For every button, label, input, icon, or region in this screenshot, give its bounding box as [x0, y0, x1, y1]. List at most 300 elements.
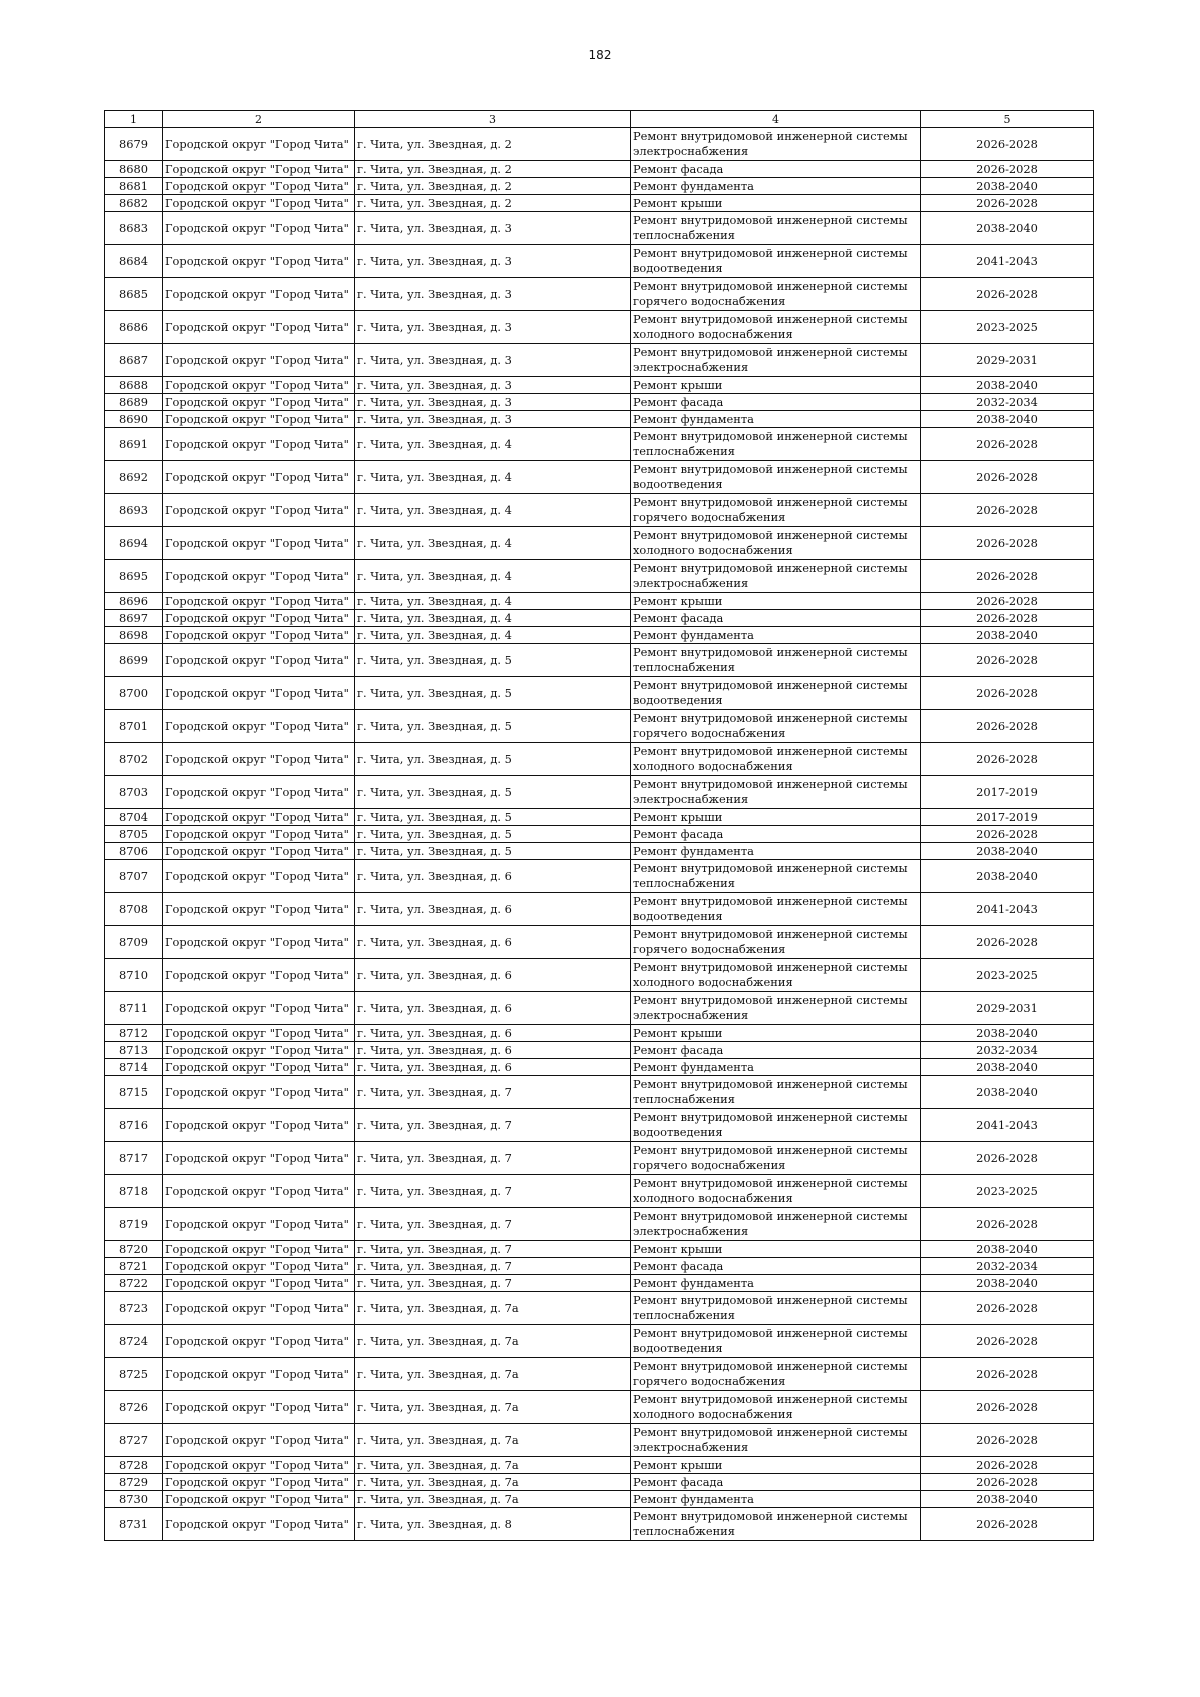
municipality-cell: Городской округ "Город Чита": [163, 195, 355, 212]
municipality-cell: Городской округ "Город Чита": [163, 644, 355, 677]
work-type-cell: Ремонт крыши: [631, 195, 921, 212]
address-cell: г. Чита, ул. Звездная, д. 5: [355, 677, 631, 710]
row-number-cell: 8704: [105, 809, 163, 826]
work-type-cell: Ремонт внутридомовой инженерной системы электроснабжения: [631, 992, 921, 1025]
address-cell: г. Чита, ул. Звездная, д. 7а: [355, 1391, 631, 1424]
work-type-cell: Ремонт фундамента: [631, 1275, 921, 1292]
table-row: [105, 212, 1094, 245]
work-type-cell: Ремонт внутридомовой инженерной системы водоотведения: [631, 1109, 921, 1142]
period-cell: 2038-2040: [921, 1241, 1094, 1258]
row-number-cell: 8686: [105, 311, 163, 344]
address-cell: г. Чита, ул. Звездная, д. 4: [355, 610, 631, 627]
row-number-cell: 8726: [105, 1391, 163, 1424]
address-cell: г. Чита, ул. Звездная, д. 2: [355, 178, 631, 195]
municipality-cell: Городской округ "Город Чита": [163, 1109, 355, 1142]
work-type-cell: Ремонт внутридомовой инженерной системы теплоснабжения: [631, 1076, 921, 1109]
table-row: [105, 992, 1094, 1025]
table-row: [105, 893, 1094, 926]
table-row: [105, 926, 1094, 959]
row-number-cell: 8714: [105, 1059, 163, 1076]
address-cell: г. Чита, ул. Звездная, д. 7: [355, 1175, 631, 1208]
period-cell: 2026-2028: [921, 644, 1094, 677]
row-number-cell: 8702: [105, 743, 163, 776]
address-cell: г. Чита, ул. Звездная, д. 5: [355, 776, 631, 809]
address-cell: г. Чита, ул. Звездная, д. 7а: [355, 1424, 631, 1457]
address-cell: г. Чита, ул. Звездная, д. 7: [355, 1142, 631, 1175]
period-cell: 2017-2019: [921, 809, 1094, 826]
municipality-cell: Городской округ "Город Чита": [163, 527, 355, 560]
work-type-cell: Ремонт внутридомовой инженерной системы холодного водоснабжения: [631, 959, 921, 992]
address-cell: г. Чита, ул. Звездная, д. 2: [355, 128, 631, 161]
work-type-cell: Ремонт внутридомовой инженерной системы теплоснабжения: [631, 428, 921, 461]
address-cell: г. Чита, ул. Звездная, д. 5: [355, 644, 631, 677]
work-type-cell: Ремонт внутридомовой инженерной системы холодного водоснабжения: [631, 311, 921, 344]
table-row: [105, 826, 1094, 843]
work-type-cell: Ремонт фасада: [631, 1042, 921, 1059]
work-type-cell: Ремонт фасада: [631, 1474, 921, 1491]
work-type-cell: Ремонт внутридомовой инженерной системы водоотведения: [631, 245, 921, 278]
table-row: [105, 1025, 1094, 1042]
row-number-cell: 8710: [105, 959, 163, 992]
municipality-cell: Городской округ "Город Чита": [163, 128, 355, 161]
table-row: [105, 1175, 1094, 1208]
address-cell: г. Чита, ул. Звездная, д. 6: [355, 1042, 631, 1059]
address-cell: г. Чита, ул. Звездная, д. 4: [355, 428, 631, 461]
row-number-cell: 8730: [105, 1491, 163, 1508]
period-cell: 2026-2028: [921, 428, 1094, 461]
row-number-cell: 8718: [105, 1175, 163, 1208]
table-row: [105, 377, 1094, 394]
table-row: [105, 128, 1094, 161]
municipality-cell: Городской округ "Город Чита": [163, 893, 355, 926]
period-cell: 2026-2028: [921, 128, 1094, 161]
municipality-cell: Городской округ "Город Чита": [163, 278, 355, 311]
address-cell: г. Чита, ул. Звездная, д. 4: [355, 627, 631, 644]
table-row: [105, 1424, 1094, 1457]
period-cell: 2038-2040: [921, 1076, 1094, 1109]
municipality-cell: Городской округ "Город Чита": [163, 461, 355, 494]
municipality-cell: Городской округ "Город Чита": [163, 428, 355, 461]
work-type-cell: Ремонт внутридомовой инженерной системы теплоснабжения: [631, 212, 921, 245]
period-cell: 2026-2028: [921, 593, 1094, 610]
table-row: [105, 710, 1094, 743]
period-cell: 2023-2025: [921, 959, 1094, 992]
period-cell: 2026-2028: [921, 1474, 1094, 1491]
column-header: 1: [105, 111, 163, 128]
municipality-cell: Городской округ "Город Чита": [163, 1358, 355, 1391]
period-cell: 2026-2028: [921, 161, 1094, 178]
municipality-cell: Городской округ "Город Чита": [163, 627, 355, 644]
address-cell: г. Чита, ул. Звездная, д. 7а: [355, 1491, 631, 1508]
work-type-cell: Ремонт крыши: [631, 377, 921, 394]
row-number-cell: 8729: [105, 1474, 163, 1491]
row-number-cell: 8709: [105, 926, 163, 959]
row-number-cell: 8705: [105, 826, 163, 843]
period-cell: 2038-2040: [921, 1059, 1094, 1076]
table-row: [105, 1241, 1094, 1258]
municipality-cell: Городской округ "Город Чита": [163, 1042, 355, 1059]
work-type-cell: Ремонт внутридомовой инженерной системы теплоснабжения: [631, 644, 921, 677]
municipality-cell: Городской округ "Город Чита": [163, 1142, 355, 1175]
municipality-cell: Городской округ "Город Чита": [163, 494, 355, 527]
work-type-cell: Ремонт фасада: [631, 826, 921, 843]
work-type-cell: Ремонт внутридомовой инженерной системы водоотведения: [631, 893, 921, 926]
row-number-cell: 8700: [105, 677, 163, 710]
address-cell: г. Чита, ул. Звездная, д. 6: [355, 860, 631, 893]
row-number-cell: 8701: [105, 710, 163, 743]
work-type-cell: Ремонт внутридомовой инженерной системы горячего водоснабжения: [631, 494, 921, 527]
municipality-cell: Городской округ "Город Чита": [163, 1241, 355, 1258]
period-cell: 2032-2034: [921, 394, 1094, 411]
table-row: [105, 776, 1094, 809]
work-type-cell: Ремонт крыши: [631, 1457, 921, 1474]
period-cell: 2026-2028: [921, 560, 1094, 593]
work-type-cell: Ремонт внутридомовой инженерной системы электроснабжения: [631, 560, 921, 593]
address-cell: г. Чита, ул. Звездная, д. 3: [355, 411, 631, 428]
row-number-cell: 8716: [105, 1109, 163, 1142]
period-cell: 2026-2028: [921, 926, 1094, 959]
municipality-cell: Городской округ "Город Чита": [163, 959, 355, 992]
period-cell: 2026-2028: [921, 278, 1094, 311]
table-row: [105, 494, 1094, 527]
table-row: [105, 809, 1094, 826]
table-row: [105, 1358, 1094, 1391]
period-cell: 2026-2028: [921, 494, 1094, 527]
row-number-cell: 8679: [105, 128, 163, 161]
period-cell: 2038-2040: [921, 411, 1094, 428]
table-row: [105, 394, 1094, 411]
municipality-cell: Городской округ "Город Чита": [163, 1424, 355, 1457]
row-number-cell: 8712: [105, 1025, 163, 1042]
address-cell: г. Чита, ул. Звездная, д. 5: [355, 843, 631, 860]
work-type-cell: Ремонт внутридомовой инженерной системы теплоснабжения: [631, 1508, 921, 1541]
table-row: [105, 843, 1094, 860]
municipality-cell: Городской округ "Город Чита": [163, 1474, 355, 1491]
row-number-cell: 8698: [105, 627, 163, 644]
work-type-cell: Ремонт фасада: [631, 161, 921, 178]
period-cell: 2023-2025: [921, 1175, 1094, 1208]
work-type-cell: Ремонт внутридомовой инженерной системы холодного водоснабжения: [631, 1175, 921, 1208]
address-cell: г. Чита, ул. Звездная, д. 7а: [355, 1292, 631, 1325]
address-cell: г. Чита, ул. Звездная, д. 2: [355, 161, 631, 178]
work-type-cell: Ремонт фасада: [631, 1258, 921, 1275]
row-number-cell: 8682: [105, 195, 163, 212]
work-type-cell: Ремонт внутридомовой инженерной системы горячего водоснабжения: [631, 926, 921, 959]
municipality-cell: Городской округ "Город Чита": [163, 1275, 355, 1292]
address-cell: г. Чита, ул. Звездная, д. 4: [355, 527, 631, 560]
row-number-cell: 8722: [105, 1275, 163, 1292]
row-number-cell: 8720: [105, 1241, 163, 1258]
work-type-cell: Ремонт внутридомовой инженерной системы холодного водоснабжения: [631, 743, 921, 776]
column-header: 2: [163, 111, 355, 128]
column-header: 5: [921, 111, 1094, 128]
period-cell: 2026-2028: [921, 610, 1094, 627]
period-cell: 2026-2028: [921, 677, 1094, 710]
work-type-cell: Ремонт крыши: [631, 809, 921, 826]
table-row: [105, 527, 1094, 560]
table-row: [105, 1208, 1094, 1241]
address-cell: г. Чита, ул. Звездная, д. 6: [355, 926, 631, 959]
period-cell: 2026-2028: [921, 1292, 1094, 1325]
work-type-cell: Ремонт фундамента: [631, 1059, 921, 1076]
address-cell: г. Чита, ул. Звездная, д. 3: [355, 245, 631, 278]
work-type-cell: Ремонт фундамента: [631, 843, 921, 860]
address-cell: г. Чита, ул. Звездная, д. 5: [355, 743, 631, 776]
row-number-cell: 8685: [105, 278, 163, 311]
table-row: [105, 1275, 1094, 1292]
period-cell: 2038-2040: [921, 1275, 1094, 1292]
period-cell: 2038-2040: [921, 627, 1094, 644]
work-type-cell: Ремонт фундамента: [631, 411, 921, 428]
table-row: [105, 311, 1094, 344]
table-row: [105, 860, 1094, 893]
address-cell: г. Чита, ул. Звездная, д. 3: [355, 278, 631, 311]
table-row: [105, 461, 1094, 494]
period-cell: 2026-2028: [921, 710, 1094, 743]
address-cell: г. Чита, ул. Звездная, д. 4: [355, 560, 631, 593]
municipality-cell: Городской округ "Город Чита": [163, 394, 355, 411]
row-number-cell: 8694: [105, 527, 163, 560]
municipality-cell: Городской округ "Город Чита": [163, 926, 355, 959]
municipality-cell: Городской округ "Город Чита": [163, 311, 355, 344]
table-row: [105, 610, 1094, 627]
address-cell: г. Чита, ул. Звездная, д. 3: [355, 394, 631, 411]
work-type-cell: Ремонт внутридомовой инженерной системы горячего водоснабжения: [631, 1142, 921, 1175]
municipality-cell: Городской округ "Город Чита": [163, 610, 355, 627]
period-cell: 2017-2019: [921, 776, 1094, 809]
period-cell: 2038-2040: [921, 212, 1094, 245]
work-type-cell: Ремонт внутридомовой инженерной системы водоотведения: [631, 1325, 921, 1358]
table-row: [105, 1474, 1094, 1491]
work-type-cell: Ремонт крыши: [631, 593, 921, 610]
period-cell: 2026-2028: [921, 1424, 1094, 1457]
work-type-cell: Ремонт внутридомовой инженерной системы горячего водоснабжения: [631, 1358, 921, 1391]
address-cell: г. Чита, ул. Звездная, д. 7: [355, 1241, 631, 1258]
period-cell: 2026-2028: [921, 1508, 1094, 1541]
address-cell: г. Чита, ул. Звездная, д. 7: [355, 1109, 631, 1142]
table-row: [105, 1059, 1094, 1076]
row-number-cell: 8721: [105, 1258, 163, 1275]
row-number-cell: 8699: [105, 644, 163, 677]
municipality-cell: Городской округ "Город Чита": [163, 809, 355, 826]
table-row: [105, 627, 1094, 644]
period-cell: 2032-2034: [921, 1042, 1094, 1059]
address-cell: г. Чита, ул. Звездная, д. 7а: [355, 1358, 631, 1391]
period-cell: 2026-2028: [921, 195, 1094, 212]
address-cell: г. Чита, ул. Звездная, д. 3: [355, 311, 631, 344]
row-number-cell: 8689: [105, 394, 163, 411]
municipality-cell: Городской округ "Город Чита": [163, 1325, 355, 1358]
table-row: [105, 245, 1094, 278]
row-number-cell: 8727: [105, 1424, 163, 1457]
row-number-cell: 8687: [105, 344, 163, 377]
row-number-cell: 8711: [105, 992, 163, 1025]
period-cell: 2038-2040: [921, 860, 1094, 893]
table-row: [105, 278, 1094, 311]
period-cell: 2041-2043: [921, 893, 1094, 926]
address-cell: г. Чита, ул. Звездная, д. 7а: [355, 1325, 631, 1358]
work-type-cell: Ремонт внутридомовой инженерной системы теплоснабжения: [631, 1292, 921, 1325]
period-cell: 2026-2028: [921, 1391, 1094, 1424]
work-type-cell: Ремонт фасада: [631, 394, 921, 411]
address-cell: г. Чита, ул. Звездная, д. 6: [355, 992, 631, 1025]
table-row: [105, 1076, 1094, 1109]
period-cell: 2038-2040: [921, 1491, 1094, 1508]
municipality-cell: Городской округ "Город Чита": [163, 178, 355, 195]
work-type-cell: Ремонт внутридомовой инженерной системы электроснабжения: [631, 1208, 921, 1241]
municipality-cell: Городской округ "Город Чита": [163, 710, 355, 743]
municipality-cell: Городской округ "Город Чита": [163, 344, 355, 377]
row-number-cell: 8703: [105, 776, 163, 809]
row-number-cell: 8683: [105, 212, 163, 245]
municipality-cell: Городской округ "Город Чита": [163, 1059, 355, 1076]
row-number-cell: 8680: [105, 161, 163, 178]
period-cell: 2026-2028: [921, 1325, 1094, 1358]
row-number-cell: 8719: [105, 1208, 163, 1241]
address-cell: г. Чита, ул. Звездная, д. 6: [355, 893, 631, 926]
municipality-cell: Городской округ "Город Чита": [163, 212, 355, 245]
period-cell: 2029-2031: [921, 992, 1094, 1025]
table-row: [105, 959, 1094, 992]
work-type-cell: Ремонт внутридомовой инженерной системы водоотведения: [631, 461, 921, 494]
table-row: [105, 743, 1094, 776]
municipality-cell: Городской округ "Город Чита": [163, 1457, 355, 1474]
address-cell: г. Чита, ул. Звездная, д. 3: [355, 344, 631, 377]
period-cell: 2023-2025: [921, 311, 1094, 344]
row-number-cell: 8706: [105, 843, 163, 860]
municipality-cell: Городской округ "Город Чита": [163, 593, 355, 610]
address-cell: г. Чита, ул. Звездная, д. 7: [355, 1275, 631, 1292]
period-cell: 2038-2040: [921, 377, 1094, 394]
address-cell: г. Чита, ул. Звездная, д. 2: [355, 195, 631, 212]
address-cell: г. Чита, ул. Звездная, д. 5: [355, 809, 631, 826]
table-row: [105, 344, 1094, 377]
work-type-cell: Ремонт фундамента: [631, 1491, 921, 1508]
table-row: [105, 1491, 1094, 1508]
work-type-cell: Ремонт внутридомовой инженерной системы горячего водоснабжения: [631, 278, 921, 311]
table-row: [105, 1142, 1094, 1175]
municipality-cell: Городской округ "Город Чита": [163, 860, 355, 893]
address-cell: г. Чита, ул. Звездная, д. 8: [355, 1508, 631, 1541]
address-cell: г. Чита, ул. Звездная, д. 4: [355, 494, 631, 527]
municipality-cell: Городской округ "Город Чита": [163, 1258, 355, 1275]
table-row: [105, 1457, 1094, 1474]
work-type-cell: Ремонт внутридомовой инженерной системы водоотведения: [631, 677, 921, 710]
address-cell: г. Чита, ул. Звездная, д. 3: [355, 377, 631, 394]
header-row: [105, 111, 1094, 128]
address-cell: г. Чита, ул. Звездная, д. 3: [355, 212, 631, 245]
period-cell: 2041-2043: [921, 1109, 1094, 1142]
work-type-cell: Ремонт внутридомовой инженерной системы электроснабжения: [631, 128, 921, 161]
table-row: [105, 178, 1094, 195]
row-number-cell: 8731: [105, 1508, 163, 1541]
municipality-cell: Городской округ "Город Чита": [163, 377, 355, 394]
table-row: [105, 593, 1094, 610]
municipality-cell: Городской округ "Город Чита": [163, 411, 355, 428]
table-row: [105, 644, 1094, 677]
work-type-cell: Ремонт внутридомовой инженерной системы электроснабжения: [631, 344, 921, 377]
work-type-cell: Ремонт крыши: [631, 1025, 921, 1042]
page-number: 182: [588, 48, 612, 62]
period-cell: 2026-2028: [921, 461, 1094, 494]
column-header: 4: [631, 111, 921, 128]
address-cell: г. Чита, ул. Звездная, д. 5: [355, 826, 631, 843]
table-row: [105, 161, 1094, 178]
address-cell: г. Чита, ул. Звездная, д. 6: [355, 959, 631, 992]
work-type-cell: Ремонт фасада: [631, 610, 921, 627]
address-cell: г. Чита, ул. Звездная, д. 7: [355, 1258, 631, 1275]
municipality-cell: Городской округ "Город Чита": [163, 776, 355, 809]
table-body: [105, 128, 1094, 1541]
work-type-cell: Ремонт внутридомовой инженерной системы горячего водоснабжения: [631, 710, 921, 743]
column-header: 3: [355, 111, 631, 128]
table-row: [105, 428, 1094, 461]
municipality-cell: Городской округ "Город Чита": [163, 245, 355, 278]
period-cell: 2026-2028: [921, 1208, 1094, 1241]
address-cell: г. Чита, ул. Звездная, д. 6: [355, 1025, 631, 1042]
repair-schedule-table: [104, 110, 1094, 1541]
address-cell: г. Чита, ул. Звездная, д. 7а: [355, 1457, 631, 1474]
table-row: [105, 1391, 1094, 1424]
municipality-cell: Городской округ "Город Чита": [163, 677, 355, 710]
row-number-cell: 8693: [105, 494, 163, 527]
table-row: [105, 560, 1094, 593]
work-type-cell: Ремонт фундамента: [631, 627, 921, 644]
period-cell: 2026-2028: [921, 1358, 1094, 1391]
municipality-cell: Городской округ "Город Чита": [163, 826, 355, 843]
work-type-cell: Ремонт внутридомовой инженерной системы электроснабжения: [631, 1424, 921, 1457]
address-cell: г. Чита, ул. Звездная, д. 7: [355, 1076, 631, 1109]
period-cell: 2038-2040: [921, 1025, 1094, 1042]
work-type-cell: Ремонт фундамента: [631, 178, 921, 195]
period-cell: 2026-2028: [921, 1457, 1094, 1474]
row-number-cell: 8692: [105, 461, 163, 494]
address-cell: г. Чита, ул. Звездная, д. 7: [355, 1208, 631, 1241]
municipality-cell: Городской округ "Город Чита": [163, 1025, 355, 1042]
municipality-cell: Городской округ "Город Чита": [163, 1208, 355, 1241]
table-row: [105, 1292, 1094, 1325]
row-number-cell: 8690: [105, 411, 163, 428]
table-row: [105, 195, 1094, 212]
address-cell: г. Чита, ул. Звездная, д. 6: [355, 1059, 631, 1076]
row-number-cell: 8696: [105, 593, 163, 610]
row-number-cell: 8684: [105, 245, 163, 278]
period-cell: 2026-2028: [921, 1142, 1094, 1175]
address-cell: г. Чита, ул. Звездная, д. 7а: [355, 1474, 631, 1491]
row-number-cell: 8713: [105, 1042, 163, 1059]
row-number-cell: 8688: [105, 377, 163, 394]
row-number-cell: 8723: [105, 1292, 163, 1325]
table-row: [105, 1258, 1094, 1275]
municipality-cell: Городской округ "Город Чита": [163, 1391, 355, 1424]
work-type-cell: Ремонт внутридомовой инженерной системы теплоснабжения: [631, 860, 921, 893]
table-row: [105, 1042, 1094, 1059]
address-cell: г. Чита, ул. Звездная, д. 5: [355, 710, 631, 743]
municipality-cell: Городской округ "Город Чита": [163, 843, 355, 860]
municipality-cell: Городской округ "Город Чита": [163, 560, 355, 593]
table-row: [105, 677, 1094, 710]
row-number-cell: 8697: [105, 610, 163, 627]
row-number-cell: 8725: [105, 1358, 163, 1391]
work-type-cell: Ремонт внутридомовой инженерной системы холодного водоснабжения: [631, 1391, 921, 1424]
municipality-cell: Городской округ "Город Чита": [163, 1292, 355, 1325]
row-number-cell: 8691: [105, 428, 163, 461]
municipality-cell: Городской округ "Город Чита": [163, 1076, 355, 1109]
work-type-cell: Ремонт внутридомовой инженерной системы холодного водоснабжения: [631, 527, 921, 560]
table-row: [105, 1109, 1094, 1142]
table-row: [105, 1508, 1094, 1541]
address-cell: г. Чита, ул. Звездная, д. 4: [355, 593, 631, 610]
